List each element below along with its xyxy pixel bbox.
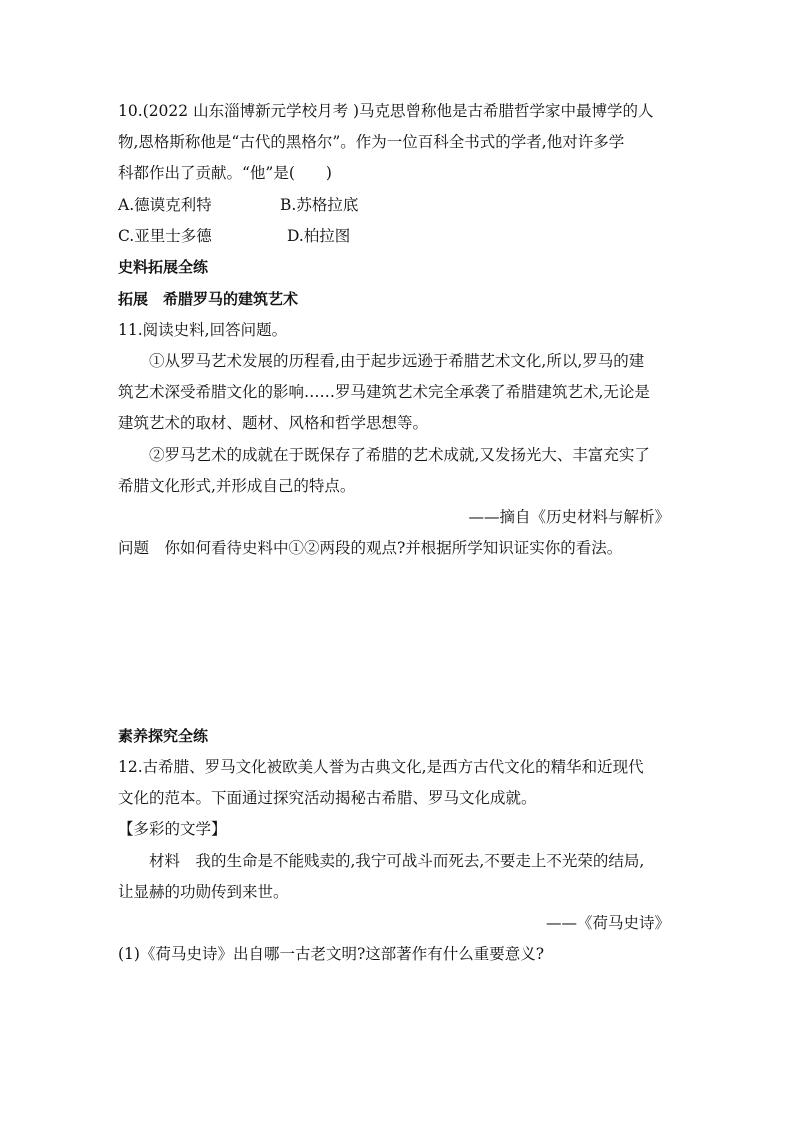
section-heading-literacy: 素养探究全练 [118,727,209,745]
q11-intro: 11.阅读史料,回答问题。 [118,321,288,339]
q11-passage1-line-1: ①从罗马艺术发展的历程看,由于起步远逊于希腊艺术文化,所以,罗马的建 [149,352,645,370]
q12-line-2: 文化的范本。下面通过探究活动揭秘古希腊、罗马文化成就。 [118,789,537,807]
q11-source: ——摘自《历史材料与解析》 [468,508,670,526]
q10-option-c: C.亚里士多德 [118,227,212,245]
q10-option-a: A.德谟克利特 [118,196,212,214]
q12-subheading: 【多彩的文学】 [118,820,227,838]
q10-line-1: 10.(2022 山东淄博新元学校月考 )马克思曾称他是古希腊哲学家中最博学的人 [118,102,654,120]
q10-line-3: 科都作出了贡献。“他”是( ) [118,164,332,182]
q11-question: 问题 你如何看待史料中①②两段的观点?并根据所学知识证实你的看法。 [118,539,623,557]
q11-passage2-line-1: ②罗马艺术的成就在于既保存了希腊的艺术成就,又发扬光大、丰富充实了 [149,446,650,464]
q12-source: ——《荷马史诗》 [545,914,670,932]
q10-option-b: B.苏格拉底 [280,196,359,214]
extension-title: 拓展 希腊罗马的建筑艺术 [118,290,299,308]
q11-passage1-line-3: 建筑艺术的取材、题材、风格和哲学思想等。 [118,414,429,432]
q10-option-d: D.柏拉图 [287,227,351,245]
q12-material-line-1: 材料 我的生命是不能贱卖的,我宁可战斗而死去,不要走上不光荣的结局, [149,852,645,870]
q11-passage1-line-2: 筑艺术深受希腊文化的影响……罗马建筑艺术完全承袭了希腊建筑艺术,无论是 [118,383,650,401]
q12-subquestion-1: (1)《荷马史诗》出自哪一古老文明?这部著作有什么重要意义? [118,945,545,963]
q12-material-line-2: 让显赫的功勋传到来世。 [118,883,289,901]
section-heading-extension: 史料拓展全练 [118,258,209,276]
q11-passage2-line-2: 希腊文化形式,并形成自己的特点。 [118,477,356,495]
q10-line-2: 物,恩格斯称他是“古代的黑格尔”。作为一位百科全书式的学者,他对许多学 [118,133,625,151]
q12-line-1: 12.古希腊、罗马文化被欧美人誉为古典文化,是西方古代文化的精华和近现代 [118,758,644,776]
